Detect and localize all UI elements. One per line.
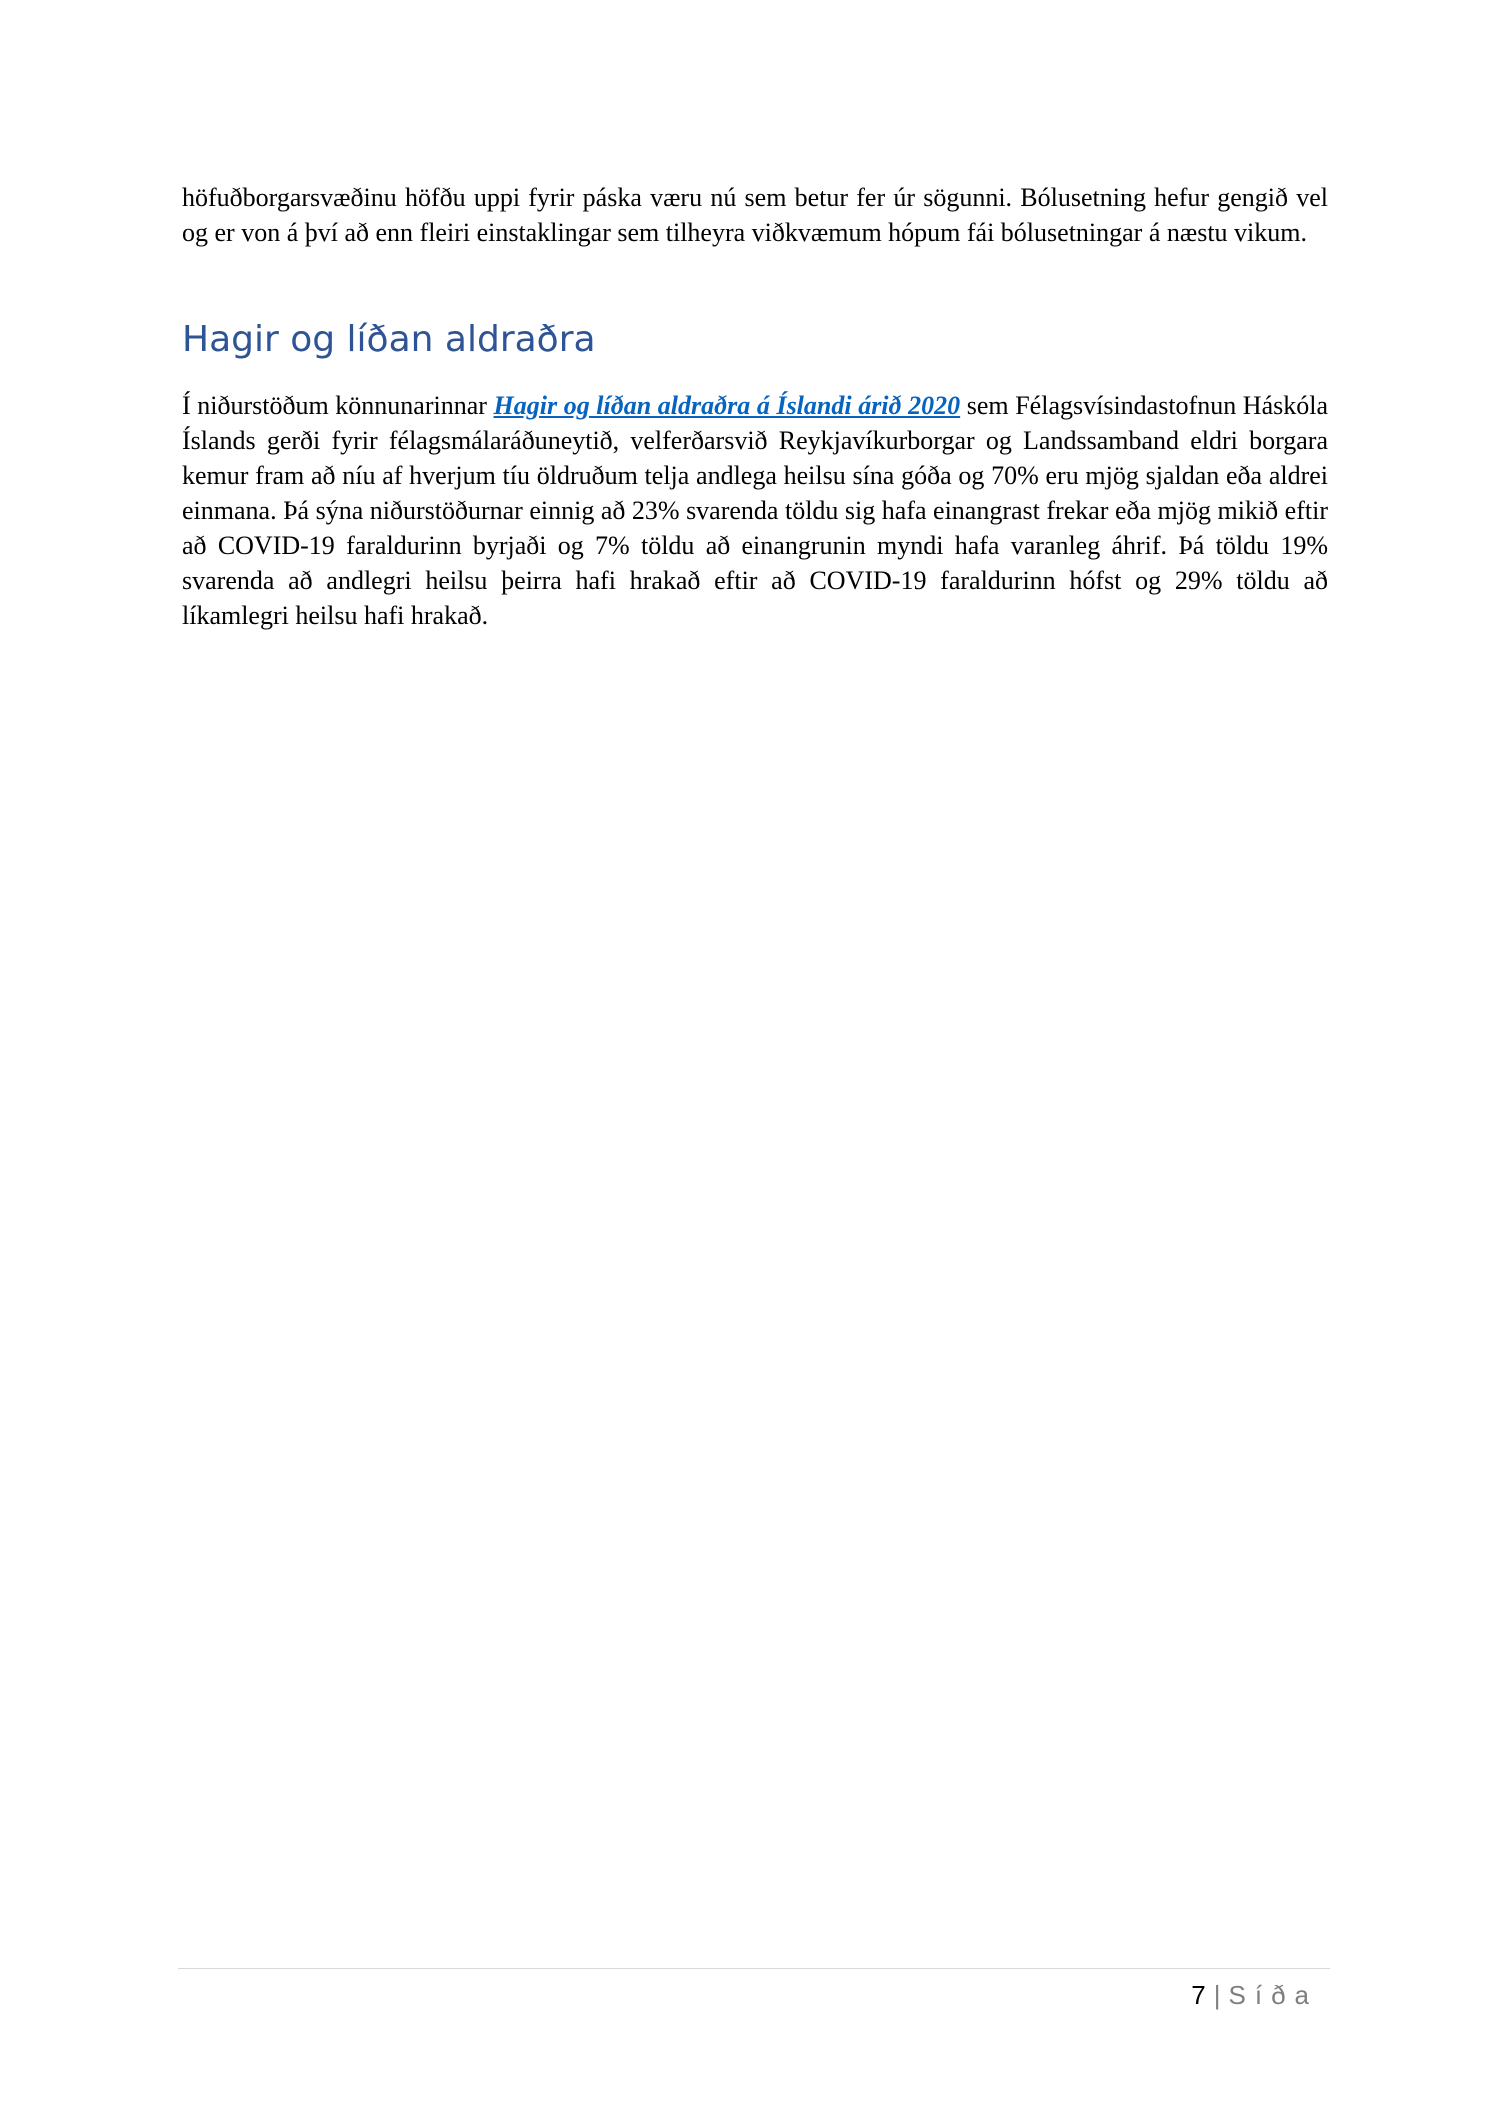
footer-divider: [178, 1968, 1330, 1969]
footer-separator: |: [1213, 1980, 1221, 2010]
survey-paragraph: [182, 388, 1328, 633]
page-label: Síða: [1228, 1980, 1318, 2010]
page-footer: [1191, 1978, 1318, 2012]
section-heading: Hagir og líðan aldraðra: [182, 319, 596, 360]
survey-report-link[interactable]: Hagir og líðan aldraðra á Íslandi árið 2020: [493, 391, 961, 420]
survey-paragraph-suffix: sem Félagsvísindastofnun Háskóla Íslands gerði fyrir félagsmálaráðuneytið, velferðarsvið Reykjavíkurborgar og Landssamband eldri borgara kemur fram að níu af hverjum tíu öldruðum telja andlega heilsu sína góða og 70% eru mjög sjaldan eða aldrei einmana. Þá sýna niðurstöðurnar einnig að 23% svarenda töldu sig hafa einangrast frekar eða mjög mikið eftir að COVID-19 faraldurinn byrjaði og 7% töldu að einangrunin myndi hafa varanleg áhrif. Þá töldu 19% svarenda að andlegri heilsu þeirra hafi hrakað eftir að COVID-19 faraldurinn hófst og 29% töldu að líkamlegri heilsu hafi hrakað.: [182, 391, 1329, 630]
intro-paragraph: höfuðborgarsvæðinu höfðu uppi fyrir páska væru nú sem betur fer úr sögunni. Bólusetning hefur gengið vel og er von á því að enn fleiri einstaklingar sem tilheyra viðkvæmum hópum fái bólusetningar á næstu vikum.: [182, 183, 1328, 247]
survey-paragraph-prefix: Í niðurstöðum könnunarinnar: [182, 391, 494, 420]
page-number: 7: [1191, 1980, 1206, 2010]
